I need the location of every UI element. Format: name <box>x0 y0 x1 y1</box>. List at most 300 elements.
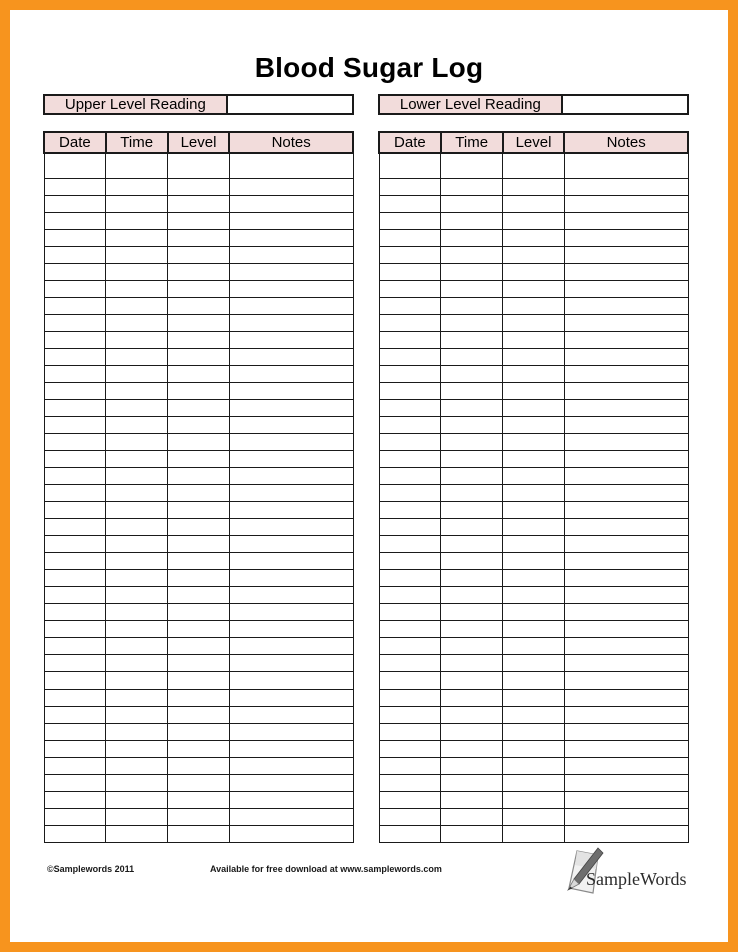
cell-time <box>441 791 503 808</box>
cell-date <box>44 553 106 570</box>
cell-level <box>168 723 230 740</box>
cell-notes <box>229 808 353 825</box>
cell-date <box>379 434 441 451</box>
table-row <box>379 264 688 281</box>
table-row <box>379 213 688 230</box>
cell-notes <box>229 774 353 791</box>
cell-time <box>441 417 503 434</box>
cell-time <box>106 757 168 774</box>
table-row <box>379 153 688 179</box>
cell-notes <box>564 604 688 621</box>
cell-level <box>168 519 230 536</box>
copyright-text: ©Samplewords 2011 <box>47 864 135 874</box>
table-row <box>44 451 353 468</box>
cell-time <box>106 349 168 366</box>
cell-time <box>441 825 503 842</box>
cell-notes <box>229 349 353 366</box>
cell-date <box>379 264 441 281</box>
cell-level <box>168 604 230 621</box>
cell-notes <box>564 587 688 604</box>
table-row <box>379 706 688 723</box>
cell-notes <box>564 519 688 536</box>
cell-time <box>441 230 503 247</box>
cell-time <box>106 519 168 536</box>
table-row <box>44 808 353 825</box>
cell-time <box>441 315 503 332</box>
cell-date <box>379 587 441 604</box>
cell-time <box>106 179 168 196</box>
cell-level <box>503 808 565 825</box>
table-row <box>379 570 688 587</box>
table-row <box>379 366 688 383</box>
cell-date <box>379 706 441 723</box>
cell-notes <box>229 536 353 553</box>
cell-notes <box>229 196 353 213</box>
cell-notes <box>229 757 353 774</box>
cell-notes <box>229 383 353 400</box>
table-row <box>379 791 688 808</box>
cell-date <box>379 153 441 179</box>
cell-level <box>503 179 565 196</box>
table-row <box>44 570 353 587</box>
cell-date <box>379 298 441 315</box>
cell-time <box>441 757 503 774</box>
cell-level <box>503 774 565 791</box>
table-row <box>379 349 688 366</box>
cell-date <box>44 451 106 468</box>
cell-notes <box>564 383 688 400</box>
cell-level <box>503 366 565 383</box>
upper-reading-label: Upper Level Reading <box>45 96 228 113</box>
cell-date <box>44 689 106 706</box>
upper-reading-value <box>228 96 352 113</box>
table-row <box>44 153 353 179</box>
cell-date <box>379 570 441 587</box>
cell-notes <box>229 179 353 196</box>
cell-level <box>168 740 230 757</box>
cell-date <box>379 791 441 808</box>
cell-level <box>503 383 565 400</box>
column-header-level: Level <box>503 132 565 153</box>
cell-time <box>106 230 168 247</box>
cell-level <box>503 400 565 417</box>
cell-level <box>168 502 230 519</box>
cell-notes <box>564 502 688 519</box>
cell-level <box>503 315 565 332</box>
cell-level <box>503 153 565 179</box>
cell-time <box>441 383 503 400</box>
cell-time <box>106 536 168 553</box>
table-row <box>44 264 353 281</box>
table-row <box>379 383 688 400</box>
cell-time <box>106 774 168 791</box>
cell-level <box>168 638 230 655</box>
table-row <box>379 434 688 451</box>
cell-notes <box>564 706 688 723</box>
cell-time <box>441 196 503 213</box>
table-row <box>379 723 688 740</box>
cell-date <box>379 196 441 213</box>
cell-date <box>44 519 106 536</box>
cell-date <box>379 332 441 349</box>
table-row <box>44 332 353 349</box>
cell-time <box>441 536 503 553</box>
cell-level <box>168 264 230 281</box>
cell-date <box>379 468 441 485</box>
cell-level <box>503 655 565 672</box>
cell-level <box>503 672 565 689</box>
cell-date <box>44 502 106 519</box>
cell-level <box>168 332 230 349</box>
upper-log-table <box>43 131 354 843</box>
table-row <box>44 689 353 706</box>
cell-level <box>168 417 230 434</box>
cell-time <box>106 153 168 179</box>
cell-notes <box>229 247 353 264</box>
cell-date <box>44 468 106 485</box>
table-row <box>44 621 353 638</box>
cell-level <box>503 825 565 842</box>
cell-date <box>379 366 441 383</box>
table-row <box>379 400 688 417</box>
cell-time <box>106 366 168 383</box>
cell-date <box>379 536 441 553</box>
cell-date <box>44 808 106 825</box>
cell-date <box>379 247 441 264</box>
cell-notes <box>229 553 353 570</box>
cell-time <box>106 740 168 757</box>
cell-date <box>44 536 106 553</box>
cell-level <box>503 740 565 757</box>
logo-text: SampleWords <box>586 869 687 889</box>
cell-time <box>441 179 503 196</box>
cell-time <box>106 791 168 808</box>
cell-time <box>106 638 168 655</box>
cell-date <box>379 502 441 519</box>
cell-level <box>168 315 230 332</box>
column-header-date: Date <box>44 132 106 153</box>
cell-level <box>503 434 565 451</box>
table-row <box>44 468 353 485</box>
cell-notes <box>564 468 688 485</box>
column-header-notes: Notes <box>564 132 688 153</box>
cell-notes <box>564 230 688 247</box>
cell-level <box>503 264 565 281</box>
table-row <box>379 332 688 349</box>
cell-level <box>168 485 230 502</box>
column-header-notes: Notes <box>229 132 353 153</box>
lower-level-section <box>378 94 689 843</box>
cell-date <box>379 417 441 434</box>
cell-level <box>503 485 565 502</box>
cell-date <box>44 638 106 655</box>
cell-time <box>106 672 168 689</box>
cell-level <box>503 604 565 621</box>
cell-level <box>168 825 230 842</box>
cell-date <box>44 179 106 196</box>
table-row <box>44 417 353 434</box>
cell-date <box>44 153 106 179</box>
cell-date <box>44 706 106 723</box>
cell-date <box>44 213 106 230</box>
cell-notes <box>564 179 688 196</box>
table-row <box>44 434 353 451</box>
cell-time <box>441 502 503 519</box>
cell-level <box>168 366 230 383</box>
cell-notes <box>229 451 353 468</box>
cell-notes <box>229 621 353 638</box>
cell-time <box>441 553 503 570</box>
cell-level <box>503 468 565 485</box>
cell-time <box>106 808 168 825</box>
cell-level <box>168 298 230 315</box>
cell-time <box>106 485 168 502</box>
cell-level <box>503 417 565 434</box>
cell-time <box>441 740 503 757</box>
cell-level <box>168 468 230 485</box>
cell-level <box>168 383 230 400</box>
upper-level-section <box>43 94 354 843</box>
cell-notes <box>229 230 353 247</box>
table-row <box>379 451 688 468</box>
cell-notes <box>564 264 688 281</box>
cell-time <box>441 298 503 315</box>
cell-time <box>441 723 503 740</box>
cell-level <box>503 247 565 264</box>
cell-time <box>106 451 168 468</box>
cell-level <box>503 638 565 655</box>
table-row <box>379 774 688 791</box>
table-row <box>44 400 353 417</box>
cell-level <box>503 570 565 587</box>
cell-date <box>379 655 441 672</box>
cell-time <box>106 213 168 230</box>
cell-level <box>168 230 230 247</box>
cell-notes <box>564 332 688 349</box>
cell-level <box>503 553 565 570</box>
cell-time <box>106 621 168 638</box>
cell-notes <box>229 417 353 434</box>
cell-date <box>379 723 441 740</box>
cell-time <box>441 672 503 689</box>
table-row <box>44 672 353 689</box>
cell-level <box>168 621 230 638</box>
cell-date <box>379 383 441 400</box>
cell-date <box>379 553 441 570</box>
cell-date <box>44 417 106 434</box>
cell-time <box>106 400 168 417</box>
cell-date <box>44 315 106 332</box>
cell-notes <box>564 281 688 298</box>
table-row <box>44 604 353 621</box>
cell-date <box>44 434 106 451</box>
cell-level <box>503 281 565 298</box>
cell-level <box>168 196 230 213</box>
cell-level <box>168 655 230 672</box>
cell-level <box>168 672 230 689</box>
cell-level <box>168 349 230 366</box>
cell-date <box>44 281 106 298</box>
cell-time <box>106 315 168 332</box>
cell-date <box>44 247 106 264</box>
cell-level <box>168 400 230 417</box>
cell-date <box>44 757 106 774</box>
table-row <box>379 196 688 213</box>
cell-time <box>441 349 503 366</box>
cell-date <box>379 485 441 502</box>
cell-level <box>168 808 230 825</box>
cell-time <box>441 468 503 485</box>
cell-notes <box>564 825 688 842</box>
cell-level <box>503 451 565 468</box>
cell-notes <box>229 740 353 757</box>
cell-notes <box>229 706 353 723</box>
cell-time <box>441 213 503 230</box>
cell-date <box>44 298 106 315</box>
cell-time <box>441 655 503 672</box>
cell-notes <box>564 672 688 689</box>
cell-time <box>106 604 168 621</box>
cell-date <box>379 400 441 417</box>
cell-notes <box>564 417 688 434</box>
cell-level <box>503 723 565 740</box>
table-row <box>379 315 688 332</box>
cell-date <box>44 570 106 587</box>
table-row <box>44 315 353 332</box>
cell-level <box>168 706 230 723</box>
cell-notes <box>564 213 688 230</box>
table-row <box>379 825 688 842</box>
cell-notes <box>229 655 353 672</box>
table-row <box>379 655 688 672</box>
table-row <box>44 757 353 774</box>
cell-date <box>379 604 441 621</box>
cell-time <box>441 638 503 655</box>
cell-time <box>441 332 503 349</box>
cell-time <box>441 264 503 281</box>
cell-notes <box>564 485 688 502</box>
cell-notes <box>229 434 353 451</box>
cell-date <box>379 672 441 689</box>
cell-notes <box>229 264 353 281</box>
cell-notes <box>229 723 353 740</box>
download-note: Available for free download at www.samplewords.com <box>210 864 442 874</box>
table-row <box>379 638 688 655</box>
cell-notes <box>564 553 688 570</box>
cell-level <box>503 519 565 536</box>
cell-time <box>106 281 168 298</box>
cell-notes <box>229 791 353 808</box>
table-row <box>44 298 353 315</box>
cell-level <box>503 689 565 706</box>
cell-notes <box>229 281 353 298</box>
cell-notes <box>564 153 688 179</box>
cell-notes <box>564 740 688 757</box>
cell-date <box>379 808 441 825</box>
cell-time <box>441 604 503 621</box>
cell-time <box>106 434 168 451</box>
cell-notes <box>229 689 353 706</box>
cell-notes <box>229 298 353 315</box>
table-row <box>379 689 688 706</box>
cell-level <box>168 451 230 468</box>
cell-time <box>441 366 503 383</box>
cell-date <box>44 383 106 400</box>
table-row <box>379 757 688 774</box>
cell-time <box>106 553 168 570</box>
upper-reading-box <box>43 94 354 115</box>
table-row <box>44 230 353 247</box>
cell-date <box>379 757 441 774</box>
cell-time <box>441 451 503 468</box>
cell-notes <box>564 621 688 638</box>
table-row <box>44 485 353 502</box>
cell-level <box>168 247 230 264</box>
cell-notes <box>564 723 688 740</box>
cell-level <box>168 213 230 230</box>
table-row <box>44 536 353 553</box>
cell-notes <box>229 638 353 655</box>
cell-level <box>503 332 565 349</box>
cell-time <box>106 332 168 349</box>
cell-notes <box>229 366 353 383</box>
table-row <box>379 281 688 298</box>
cell-date <box>379 740 441 757</box>
cell-notes <box>229 485 353 502</box>
cell-notes <box>564 774 688 791</box>
cell-time <box>106 825 168 842</box>
cell-time <box>441 281 503 298</box>
cell-date <box>44 366 106 383</box>
table-row <box>44 723 353 740</box>
cell-time <box>106 587 168 604</box>
cell-date <box>44 825 106 842</box>
table-row <box>44 706 353 723</box>
lower-reading-label: Lower Level Reading <box>380 96 563 113</box>
cell-time <box>441 519 503 536</box>
table-row <box>379 502 688 519</box>
table-row <box>379 672 688 689</box>
column-header-time: Time <box>106 132 168 153</box>
cell-notes <box>229 400 353 417</box>
cell-level <box>168 536 230 553</box>
column-header-time: Time <box>441 132 503 153</box>
cell-notes <box>229 502 353 519</box>
cell-level <box>503 706 565 723</box>
cell-time <box>441 689 503 706</box>
cell-date <box>44 587 106 604</box>
cell-date <box>379 689 441 706</box>
column-header-date: Date <box>379 132 441 153</box>
cell-level <box>168 553 230 570</box>
lower-reading-box <box>378 94 689 115</box>
table-row <box>379 587 688 604</box>
table-row <box>379 740 688 757</box>
table-row <box>44 247 353 264</box>
cell-level <box>503 196 565 213</box>
table-row <box>379 621 688 638</box>
cell-notes <box>564 247 688 264</box>
table-row <box>379 536 688 553</box>
lower-log-table <box>378 131 689 843</box>
table-row <box>44 502 353 519</box>
cell-notes <box>229 587 353 604</box>
table-row <box>44 519 353 536</box>
cell-level <box>168 434 230 451</box>
cell-notes <box>564 451 688 468</box>
cell-notes <box>564 349 688 366</box>
cell-level <box>168 179 230 196</box>
